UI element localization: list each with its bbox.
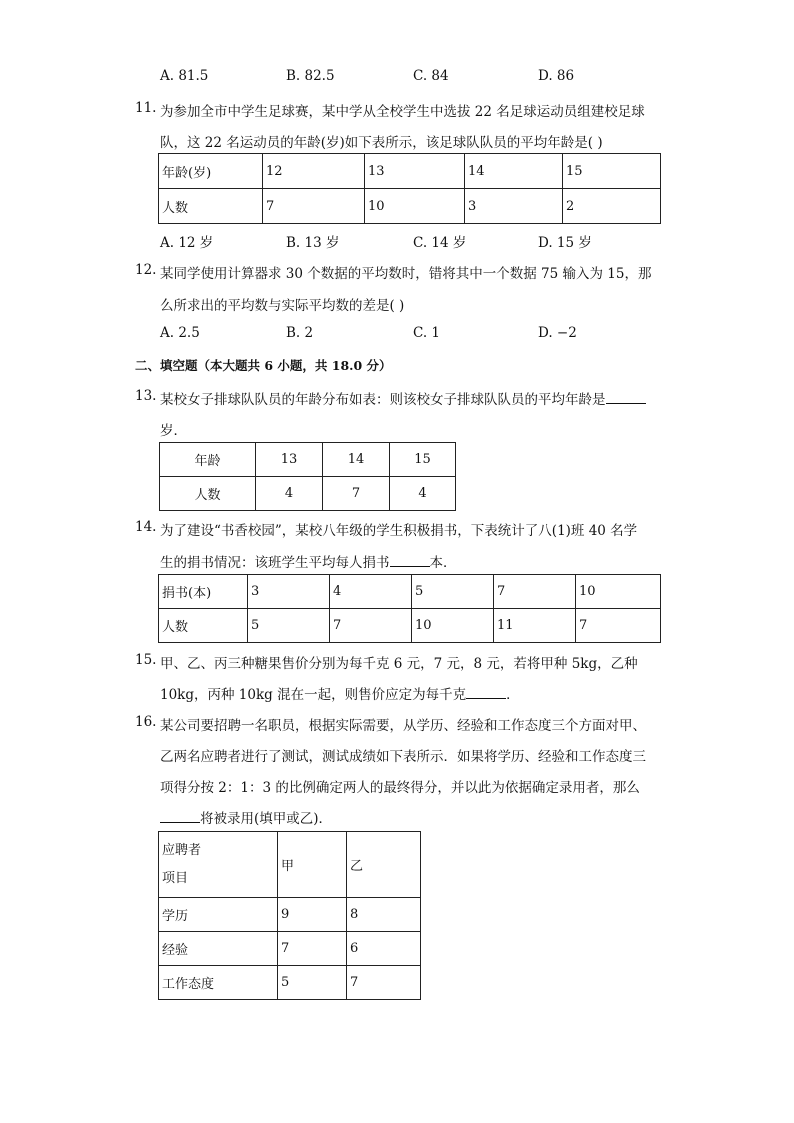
- q14-line1: 为了建设“书香校园”，某校八年级的学生积极捐书，下表统计了八(1)班 40 名学: [160, 523, 638, 539]
- section-heading: 二、填空题（本大题共 6 小题，共 18.0 分）: [135, 358, 392, 373]
- table-cell: 乙: [347, 832, 421, 898]
- table-cell: 10: [576, 575, 661, 609]
- header-applicant: 应聘者: [162, 842, 202, 858]
- q15-text: 10kg，丙种 10kg 混在一起，则售价应定为每千克: [160, 687, 467, 703]
- table-cell: 5: [278, 966, 347, 1000]
- table-cell: 12: [263, 154, 365, 189]
- table-cell: 3: [248, 575, 330, 609]
- table-header-cell: [159, 832, 278, 898]
- q11-option-a: A. 12 岁: [160, 235, 214, 251]
- q12-line2: 么所求出的平均数与实际平均数的差是( ): [160, 298, 405, 314]
- table-cell: 15: [390, 443, 456, 477]
- q10-option-d: D. 86: [538, 68, 575, 84]
- q11-number: 11.: [135, 100, 157, 116]
- q16-line2: 乙两名应聘者进行了测试，测试成绩如下表所示．如果将学历、经验和工作态度三: [160, 749, 646, 765]
- q14-line2: [160, 551, 457, 571]
- q14-text-b: 本．: [429, 555, 457, 571]
- table-cell: 学历: [159, 898, 278, 932]
- q12-option-a: A. 2.5: [160, 325, 200, 341]
- q16-table: [158, 831, 421, 1000]
- q16-number: 16.: [135, 714, 157, 730]
- q16-text: 将被录用(填甲或乙)．: [200, 811, 333, 827]
- table-cell: 7: [278, 932, 347, 966]
- table-cell: 9: [278, 898, 347, 932]
- table-cell: 7: [263, 189, 365, 224]
- q13-text: 某校女子排球队队员的年龄分布如表：则该校女子排球队队员的平均年龄是: [160, 392, 606, 408]
- table-cell: 7: [347, 966, 421, 1000]
- answer-blank: [390, 554, 430, 567]
- q15-line1: 甲、乙、丙三种糖果售价分别为每千克 6 元，7 元，8 元，若将甲种 5kg，乙种: [160, 656, 638, 672]
- table-cell: 4: [330, 575, 412, 609]
- table-cell: 3: [465, 189, 563, 224]
- q10-option-a: A. 81.5: [160, 68, 209, 84]
- table-cell: 年龄(岁): [159, 154, 263, 189]
- table-cell: 人数: [160, 477, 256, 511]
- q11-table: [158, 153, 661, 224]
- q11-line2: 队，这 22 名运动员的年龄(岁)如下表所示，该足球队队员的平均年龄是( ): [160, 135, 603, 151]
- table-cell: 5: [412, 575, 494, 609]
- q10-option-c: C. 84: [413, 68, 449, 84]
- answer-blank: [160, 810, 200, 823]
- table-cell: 捐书(本): [159, 575, 248, 609]
- q14-table: [158, 574, 661, 643]
- q11-option-b: B. 13 岁: [286, 235, 340, 251]
- table-cell: 4: [256, 477, 323, 511]
- header-item: 项目: [162, 870, 189, 886]
- q12-option-c: C. 1: [413, 325, 441, 341]
- q10-option-b: B. 82.5: [286, 68, 335, 84]
- q15-number: 15.: [135, 652, 157, 668]
- q14-number: 14.: [135, 519, 157, 535]
- table-cell: 甲: [278, 832, 347, 898]
- table-cell: 14: [323, 443, 390, 477]
- q13-number: 13.: [135, 388, 157, 404]
- table-cell: 工作态度: [159, 966, 278, 1000]
- table-cell: 6: [347, 932, 421, 966]
- q15-line2: [160, 683, 520, 703]
- table-cell: 8: [347, 898, 421, 932]
- q16-line1: 某公司要招聘一名职员，根据实际需要，从学历、经验和工作态度三个方面对甲、: [160, 718, 646, 734]
- table-cell: 10: [412, 609, 494, 643]
- table-cell: 15: [563, 154, 661, 189]
- answer-blank: [606, 391, 646, 404]
- table-cell: 5: [248, 609, 330, 643]
- q13-line1: [160, 388, 646, 408]
- table-cell: 14: [465, 154, 563, 189]
- q14-text-a: 生的捐书情况：该班学生平均每人捐书: [160, 555, 390, 571]
- table-cell: 经验: [159, 932, 278, 966]
- table-cell: 10: [365, 189, 465, 224]
- table-cell: 人数: [159, 189, 263, 224]
- table-cell: 2: [563, 189, 661, 224]
- table-cell: 7: [323, 477, 390, 511]
- q13-table: [159, 442, 456, 511]
- q11-line1: 为参加全市中学生足球赛，某中学从全校学生中选拔 22 名足球运动员组建校足球: [160, 104, 645, 120]
- table-cell: 4: [390, 477, 456, 511]
- q13-line2: 岁．: [160, 423, 187, 439]
- q12-option-b: B. 2: [286, 325, 314, 341]
- table-cell: 人数: [159, 609, 248, 643]
- q16-line4: [160, 807, 332, 827]
- q12-number: 12.: [135, 262, 157, 278]
- table-cell: 7: [576, 609, 661, 643]
- q11-option-c: C. 14 岁: [413, 235, 467, 251]
- table-cell: 13: [256, 443, 323, 477]
- table-cell: 7: [494, 575, 576, 609]
- table-cell: 11: [494, 609, 576, 643]
- table-cell: 13: [365, 154, 465, 189]
- q16-line3: 项得分按 2：1：3 的比例确定两人的最终得分，并以此为依据确定录用者，那么: [160, 780, 640, 796]
- answer-blank: [466, 686, 506, 699]
- table-cell: 7: [330, 609, 412, 643]
- q12-option-d: D. −2: [538, 325, 577, 341]
- q11-option-d: D. 15 岁: [538, 235, 592, 251]
- table-cell: 年龄: [160, 443, 256, 477]
- q12-line1: 某同学使用计算器求 30 个数据的平均数时，错将其中一个数据 75 输入为 15，那: [160, 266, 652, 282]
- q15-end: ．: [506, 687, 520, 703]
